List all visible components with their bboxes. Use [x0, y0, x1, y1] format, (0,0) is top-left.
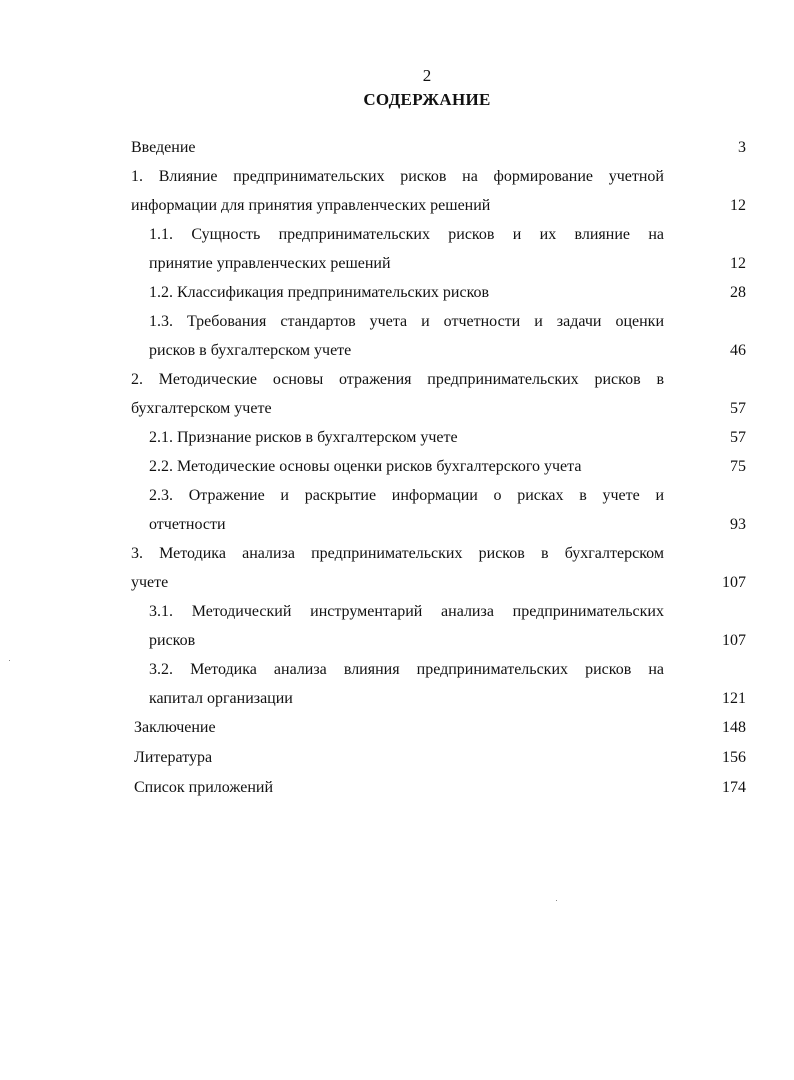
- toc-page-number: 75: [730, 458, 746, 475]
- toc-entry-label: 1.3. Требования стандартов учета и отчетности и задачи оценки: [149, 313, 664, 330]
- toc-page-number: 93: [730, 516, 746, 533]
- toc-page-number: 174: [722, 779, 746, 796]
- toc-entry-label: 1.2. Классификация предпринимательских рисков: [149, 284, 490, 301]
- toc-page-number: 57: [730, 429, 746, 446]
- toc-entry-label: 3.2. Методика анализа влияния предпринимательских рисков на: [149, 661, 664, 678]
- toc-entry-label: Введение: [131, 139, 196, 156]
- toc-entry-label-cont: рисков: [149, 632, 196, 649]
- toc-page-number: 148: [722, 719, 746, 736]
- toc-entry-label: 2.1. Признание рисков в бухгалтерском учете: [149, 429, 458, 446]
- toc-entry-label: 2. Методические основы отражения предпринимательских рисков в: [131, 371, 664, 388]
- toc-page-number: 107: [722, 632, 746, 649]
- toc-page-number: 57: [730, 400, 746, 417]
- toc-entry-label-cont: капитал организации: [149, 690, 293, 707]
- toc-entry-label-cont: принятие управленческих решений: [149, 255, 391, 272]
- scan-speck: [9, 660, 10, 661]
- toc-page-number: 28: [730, 284, 746, 301]
- toc-entry-label: 2.3. Отражение и раскрытие информации о рисках в учете и: [149, 487, 664, 504]
- page-number: 2: [422, 66, 432, 85]
- toc-entry-label: 1. Влияние предпринимательских рисков на формирование учетной: [131, 168, 664, 185]
- toc-entry-label: Список приложений: [134, 779, 274, 796]
- toc-entry-label-cont: рисков в бухгалтерском учете: [149, 342, 352, 359]
- page-title: СОДЕРЖАНИЕ: [363, 90, 491, 109]
- toc-page-number: 46: [730, 342, 746, 359]
- toc-page-number: 107: [722, 574, 746, 591]
- toc-page-number: 12: [730, 197, 746, 214]
- toc-entry-label: 2.2. Методические основы оценки рисков бухгалтерского учета: [149, 458, 582, 475]
- toc-entry-label-cont: информации для принятия управленческих решений: [131, 197, 491, 214]
- toc-page-number: 156: [722, 749, 746, 766]
- toc-entry-label: 3.1. Методический инструментарий анализа предпринимательских: [149, 603, 664, 620]
- toc-entry-label: Литература: [134, 749, 213, 766]
- toc-entry-label: 1.1. Сущность предпринимательских рисков и их влияние на: [149, 226, 664, 243]
- toc-entry-label: 3. Методика анализа предпринимательских рисков в бухгалтерском: [131, 545, 664, 562]
- toc-entry-label-cont: отчетности: [149, 516, 226, 533]
- toc-page-number: 3: [738, 139, 746, 156]
- toc-page-number: 12: [730, 255, 746, 272]
- scan-speck: [556, 900, 557, 901]
- toc-entry-label: Заключение: [134, 719, 216, 736]
- toc-entry-label-cont: бухгалтерском учете: [131, 400, 272, 417]
- toc-entry-label-cont: учете: [131, 574, 169, 591]
- toc-page-number: 121: [722, 690, 746, 707]
